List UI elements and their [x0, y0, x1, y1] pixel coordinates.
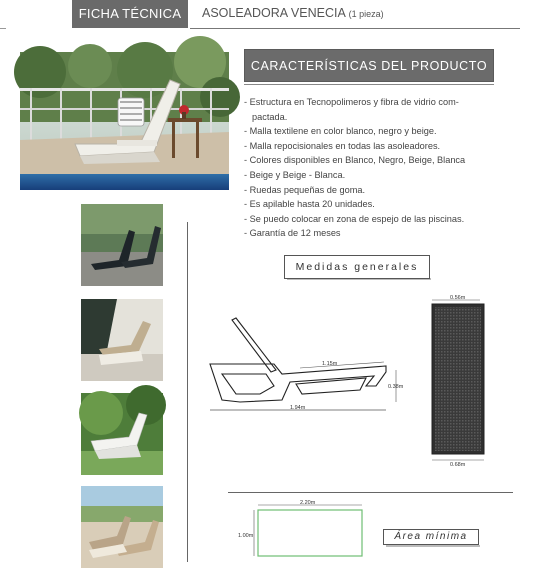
quantity-note: (1 pieza)	[348, 9, 384, 19]
feature-item: - Garantía de 12 meses	[244, 228, 341, 239]
photo-black-loungers	[81, 204, 163, 286]
header-left-rule	[0, 28, 6, 29]
header-tab: FICHA TÉCNICA	[72, 0, 188, 28]
hero-photo	[20, 52, 229, 190]
photo-white-lounger	[81, 393, 163, 475]
area-depth-label: 1.00m	[238, 533, 254, 539]
feature-item: - Malla textilene en color blanco, negro y beige.	[244, 126, 437, 137]
lounger-dimension-diagram	[200, 290, 500, 468]
height-label: 0.38m	[388, 384, 404, 390]
feature-item: - Colores disponibles en Blanco, Negro, Beige, Blanca	[244, 155, 466, 166]
bottom-rule	[228, 492, 513, 493]
characteristics-rule	[244, 84, 494, 85]
min-area-diagram	[236, 500, 376, 562]
characteristics-title: CARACTERÍSTICAS DEL PRODUCTO	[244, 49, 494, 82]
bottom-width-label: 0.68m	[450, 462, 466, 468]
feature-item: - Estructura en Tecnopolimeros y fibra de vidrio com-	[244, 97, 459, 107]
feature-item: pactada.	[252, 111, 288, 122]
header-rule	[190, 28, 520, 29]
area-shadow	[386, 545, 480, 547]
seat-label: 1.15m	[322, 361, 338, 367]
measures-title: Medidas generales	[284, 255, 430, 279]
feature-item: - Malla repocisionales en todas las asoleadores.	[244, 140, 441, 151]
feature-item: - Es apilable hasta 20 unidades.	[244, 199, 375, 210]
feature-list	[244, 95, 504, 241]
area-width-label: 2.20m	[300, 500, 316, 506]
feature-item: - Ruedas pequeñas de goma.	[244, 184, 366, 195]
min-area-title: Área mínima	[383, 529, 479, 545]
feature-item: - Se puedo colocar en zona de espejo de las piscinas.	[244, 213, 465, 224]
product-title	[202, 6, 384, 20]
vertical-divider	[187, 222, 188, 562]
photo-beige-lounger	[81, 299, 163, 381]
product-name: ASOLEADORA VENECIA	[202, 6, 346, 20]
photo-pool-loungers	[81, 486, 163, 568]
top-width-label: 0.56m	[450, 295, 466, 301]
feature-item: - Beige y Beige - Blanca.	[244, 169, 346, 180]
length-label: 1.94m	[290, 405, 306, 411]
